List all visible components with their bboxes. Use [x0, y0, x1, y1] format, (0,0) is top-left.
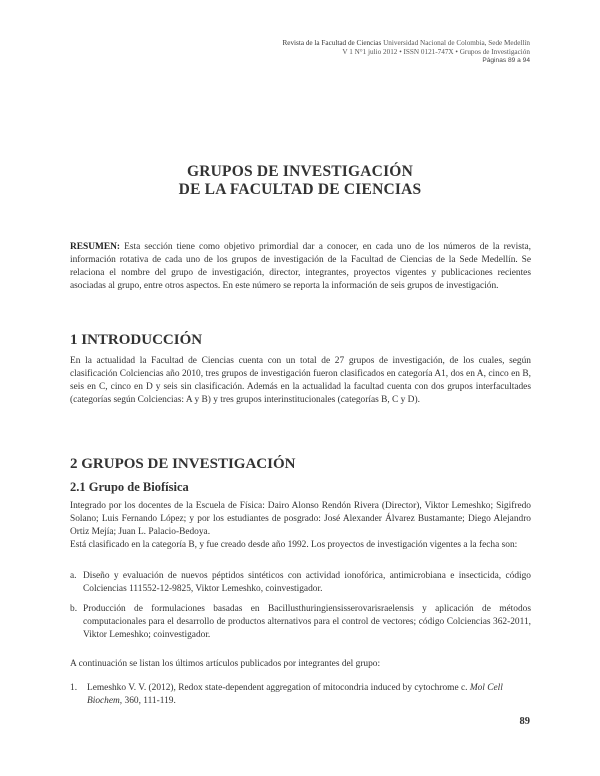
classification-paragraph: Está clasificado en la categoría B, y fue creado desde año 1992. Los proyectos de investigación vigentes a la fecha son:: [70, 540, 518, 550]
running-header-issue: V 1 N°1 julio 2012 • ISSN 0121-747X • Grupos de Investigación: [342, 48, 530, 56]
introduction-paragraph: En la actualidad la Facultad de Ciencias cuenta con un total de 27 grupos de investigación, de los cuales, según clasificación Colciencias año 2010, tres grupos de investigación fueron clasificados en categoría A1, dos en A, cinco en B, seis en C, cinco en D y seis sin clasificación. Además en la actualidad la facultad cuenta con dos grupos interfacultades (categorías según Colciencias: A y B) y tres grupos interinstitucionales (categorías B, C y D).: [70, 356, 531, 405]
reference-pages: 360, 111-119.: [124, 696, 176, 706]
list-marker: a.: [70, 571, 77, 581]
list-item-text: Producción de formulaciones basadas en Bacillusthuringiensisserovarisraelensis y aplicación de métodos computacionales para el desarrollo de productos alternativos para el control de vectores; código Colciencias 362-2011, Viktor Lemeshko; coinvestigador.: [83, 604, 531, 640]
page-number: 89: [519, 716, 530, 727]
abstract-label: RESUMEN:: [70, 242, 121, 252]
reference-text-block: [87, 682, 531, 708]
members-paragraph: Integrado por los docentes de la Escuela de Física: Dairo Alonso Rendón Rivera (Director), Viktor Lemeshko; Sigifredo Solano; Luis Fernando López; y por los estudiantes de posgrado: José Alexander Álvarez Bustamante; Diego Alejandro Ortiz Mejía; Juan L. Palacio-Bedoya.: [70, 501, 531, 537]
biofisica-description: [70, 500, 531, 552]
reference-text: Lemeshko V. V. (2012), Redox state-dependent aggregation of mitocondria induced by cytochrome c.: [87, 683, 468, 693]
abstract-text: Esta sección tiene como objetivo primordial dar a conocer, en cada uno de los números de la revista, información rotativa de cada uno de los grupos de investigación de la Facultad de Ciencias de la Sede Medellín. Se relaciona el nombre del grupo de investigación, director, integrantes, proyectos vigentes y publicaciones recientes asociadas al grupo, entre otros aspectos. En este número se reporta la información de seis grupos de investigación.: [70, 242, 531, 291]
running-header-pages: Páginas 89 a 94: [482, 57, 530, 64]
subsection-heading-biofisica: 2.1 Grupo de Biofísica: [70, 480, 189, 494]
university-name: Universidad Nacional de Colombia, Sede Medellín: [383, 39, 530, 47]
section-heading-grupos: 2 GRUPOS DE INVESTIGACIÓN: [70, 456, 296, 472]
journal-name: Revista de la Facultad de Ciencias: [282, 39, 382, 47]
reference-journal: Mol Cell Biochem,: [87, 683, 503, 706]
articles-intro: A continuación se listan los últimos artículos publicados por integrantes del grupo:: [70, 659, 381, 669]
list-item: [70, 570, 531, 596]
reference-item: [70, 682, 531, 708]
list-item-text: Diseño y evaluación de nuevos péptidos sintéticos con actividad ionofórica, antimicrobiana e insecticida, código Colciencias 111552-12-9825, Viktor Lemeshko, coinvestigador.: [83, 571, 531, 594]
list-marker: b.: [70, 604, 78, 614]
abstract: [70, 241, 531, 293]
section-heading-introduccion: 1 INTRODUCCIÓN: [70, 332, 203, 348]
reference-marker: 1.: [70, 683, 78, 693]
paper-title-line1: GRUPOS DE INVESTIGACIÓN: [187, 163, 413, 180]
paper-title-line2: DE LA FACULTAD DE CIENCIAS: [178, 181, 422, 198]
list-item: [70, 603, 531, 642]
